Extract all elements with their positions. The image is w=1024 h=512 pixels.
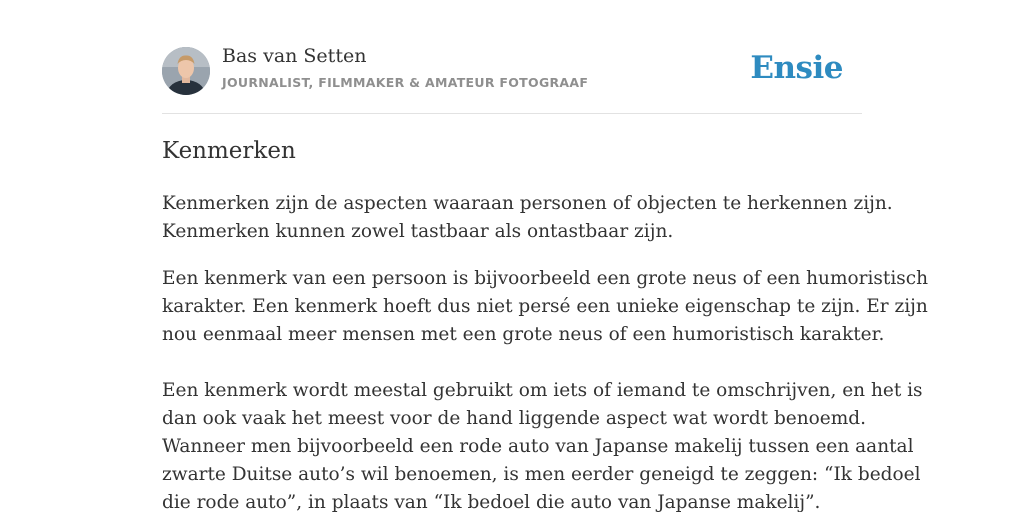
paragraph-line: karakter. Een kenmerk hoeft dus niet persé een unieke eigenschap te zijn. Er zijn	[162, 296, 928, 317]
article-paragraph-1	[162, 190, 893, 246]
paragraph-line: zwarte Duitse auto’s wil benoemen, is men eerder geneigd te zeggen: “Ik bedoel	[162, 464, 921, 485]
article-paragraph-2	[162, 265, 929, 349]
paragraph-line: nou eenmaal meer mensen met een grote neus of een humoristisch karakter.	[162, 324, 885, 345]
paragraph-line: Kenmerken zijn de aspecten waaraan personen of objecten te herkennen zijn.	[162, 193, 893, 214]
article-container	[162, 0, 929, 512]
paragraph-line: Een kenmerk wordt meestal gebruikt om iets of iemand te omschrijven, en het is	[162, 380, 923, 401]
author-name[interactable]: Bas van Setten	[222, 45, 367, 67]
paragraph-line: Kenmerken kunnen zowel tastbaar als ontastbaar zijn.	[162, 221, 674, 242]
paragraph-line: dan ook vaak het meest voor de hand liggende aspect wat wordt benoemd.	[162, 408, 867, 429]
ensie-logo[interactable]: Ensie	[750, 50, 843, 86]
author-header	[162, 0, 862, 114]
article-paragraph-3	[162, 377, 923, 512]
avatar-photo-icon	[162, 47, 210, 95]
paragraph-line: Wanneer men bijvoorbeeld een rode auto van Japanse makelij tussen een aantal	[162, 436, 914, 457]
paragraph-line: die rode auto”, in plaats van “Ik bedoel die auto van Japanse makelij”.	[162, 492, 821, 512]
article-title: Kenmerken	[162, 138, 296, 164]
paragraph-line: Een kenmerk van een persoon is bijvoorbeeld een grote neus of een humoristisch	[162, 268, 929, 289]
avatar[interactable]	[162, 47, 210, 95]
author-tagline: JOURNALIST, FILMMAKER & AMATEUR FOTOGRAAF	[222, 75, 589, 90]
